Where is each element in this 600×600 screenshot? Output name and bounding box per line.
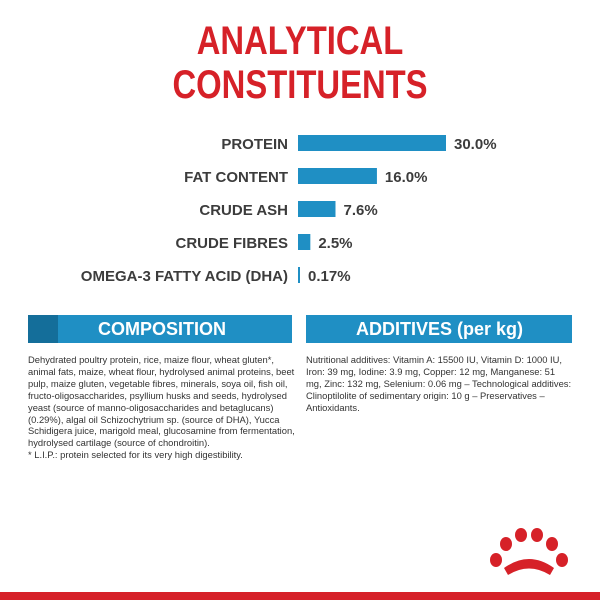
category-label: OMEGA-3 FATTY ACID (DHA) [80, 268, 288, 285]
category-label: PROTEIN [221, 136, 288, 153]
composition-body [28, 354, 298, 461]
composition-heading: COMPOSITION [98, 319, 227, 339]
category-label: CRUDE FIBRES [175, 235, 288, 252]
value-label: 0.17% [308, 268, 351, 285]
bar [298, 135, 446, 151]
value-label: 30.0% [454, 136, 497, 153]
title-line-2: CONSTITUENTS [172, 63, 428, 107]
composition-header-accent [28, 315, 58, 343]
additives-text: Nutritional additives: Vitamin A: 15500 IU, Vitamin D: 1000 IU, Iron: 39 mg, Iodine: 3.9 mg, Copper: 12 mg, Manganese: 51 mg, Zinc: 132 mg, Selenium: 0.06 mg – Technological additives: Clinoptilolite of sedimentary origin: 10 g – Preservatives – Antioxidants. [306, 354, 572, 413]
composition-header [28, 315, 292, 343]
category-label: FAT CONTENT [184, 169, 288, 186]
value-label: 16.0% [384, 169, 428, 186]
composition-footnote: * L.I.P.: protein selected for its very high digestibility. [28, 449, 243, 461]
royal-canin-crown-icon [490, 528, 568, 576]
constituents-bar-chart [0, 122, 600, 302]
value-label: 2.5% [318, 235, 353, 252]
bar [298, 168, 377, 184]
category-label: CRUDE ASH [199, 202, 288, 219]
value-label: 7.6% [343, 202, 378, 219]
bar [298, 234, 310, 250]
title-line-1: ANALYTICAL [196, 19, 404, 63]
additives-header [306, 315, 572, 343]
bar [298, 267, 300, 283]
composition-text: Dehydrated poultry protein, rice, maize flour, wheat gluten*, animal fats, maize, wheat flour, hydrolysed animal proteins, beet pulp, maize gluten, vegetable fibres, minerals, soya oil, fish oil, fructo-oligosaccharides, psyllium husks and seeds, hydrolysed yeast (source of manno-oligosaccharides and betaglucans) (0.29%), algal oil Schizochytrium sp. (source of DHA), Yucca Schidigera juice, marigold meal, glucosamine from fermentation, hydrolysed cartilage (source of chondroitin). [28, 354, 295, 449]
bottom-brand-bar [0, 592, 600, 600]
additives-heading: ADDITIVES (per kg) [356, 319, 524, 339]
bar [298, 201, 335, 217]
additives-body [306, 354, 572, 414]
